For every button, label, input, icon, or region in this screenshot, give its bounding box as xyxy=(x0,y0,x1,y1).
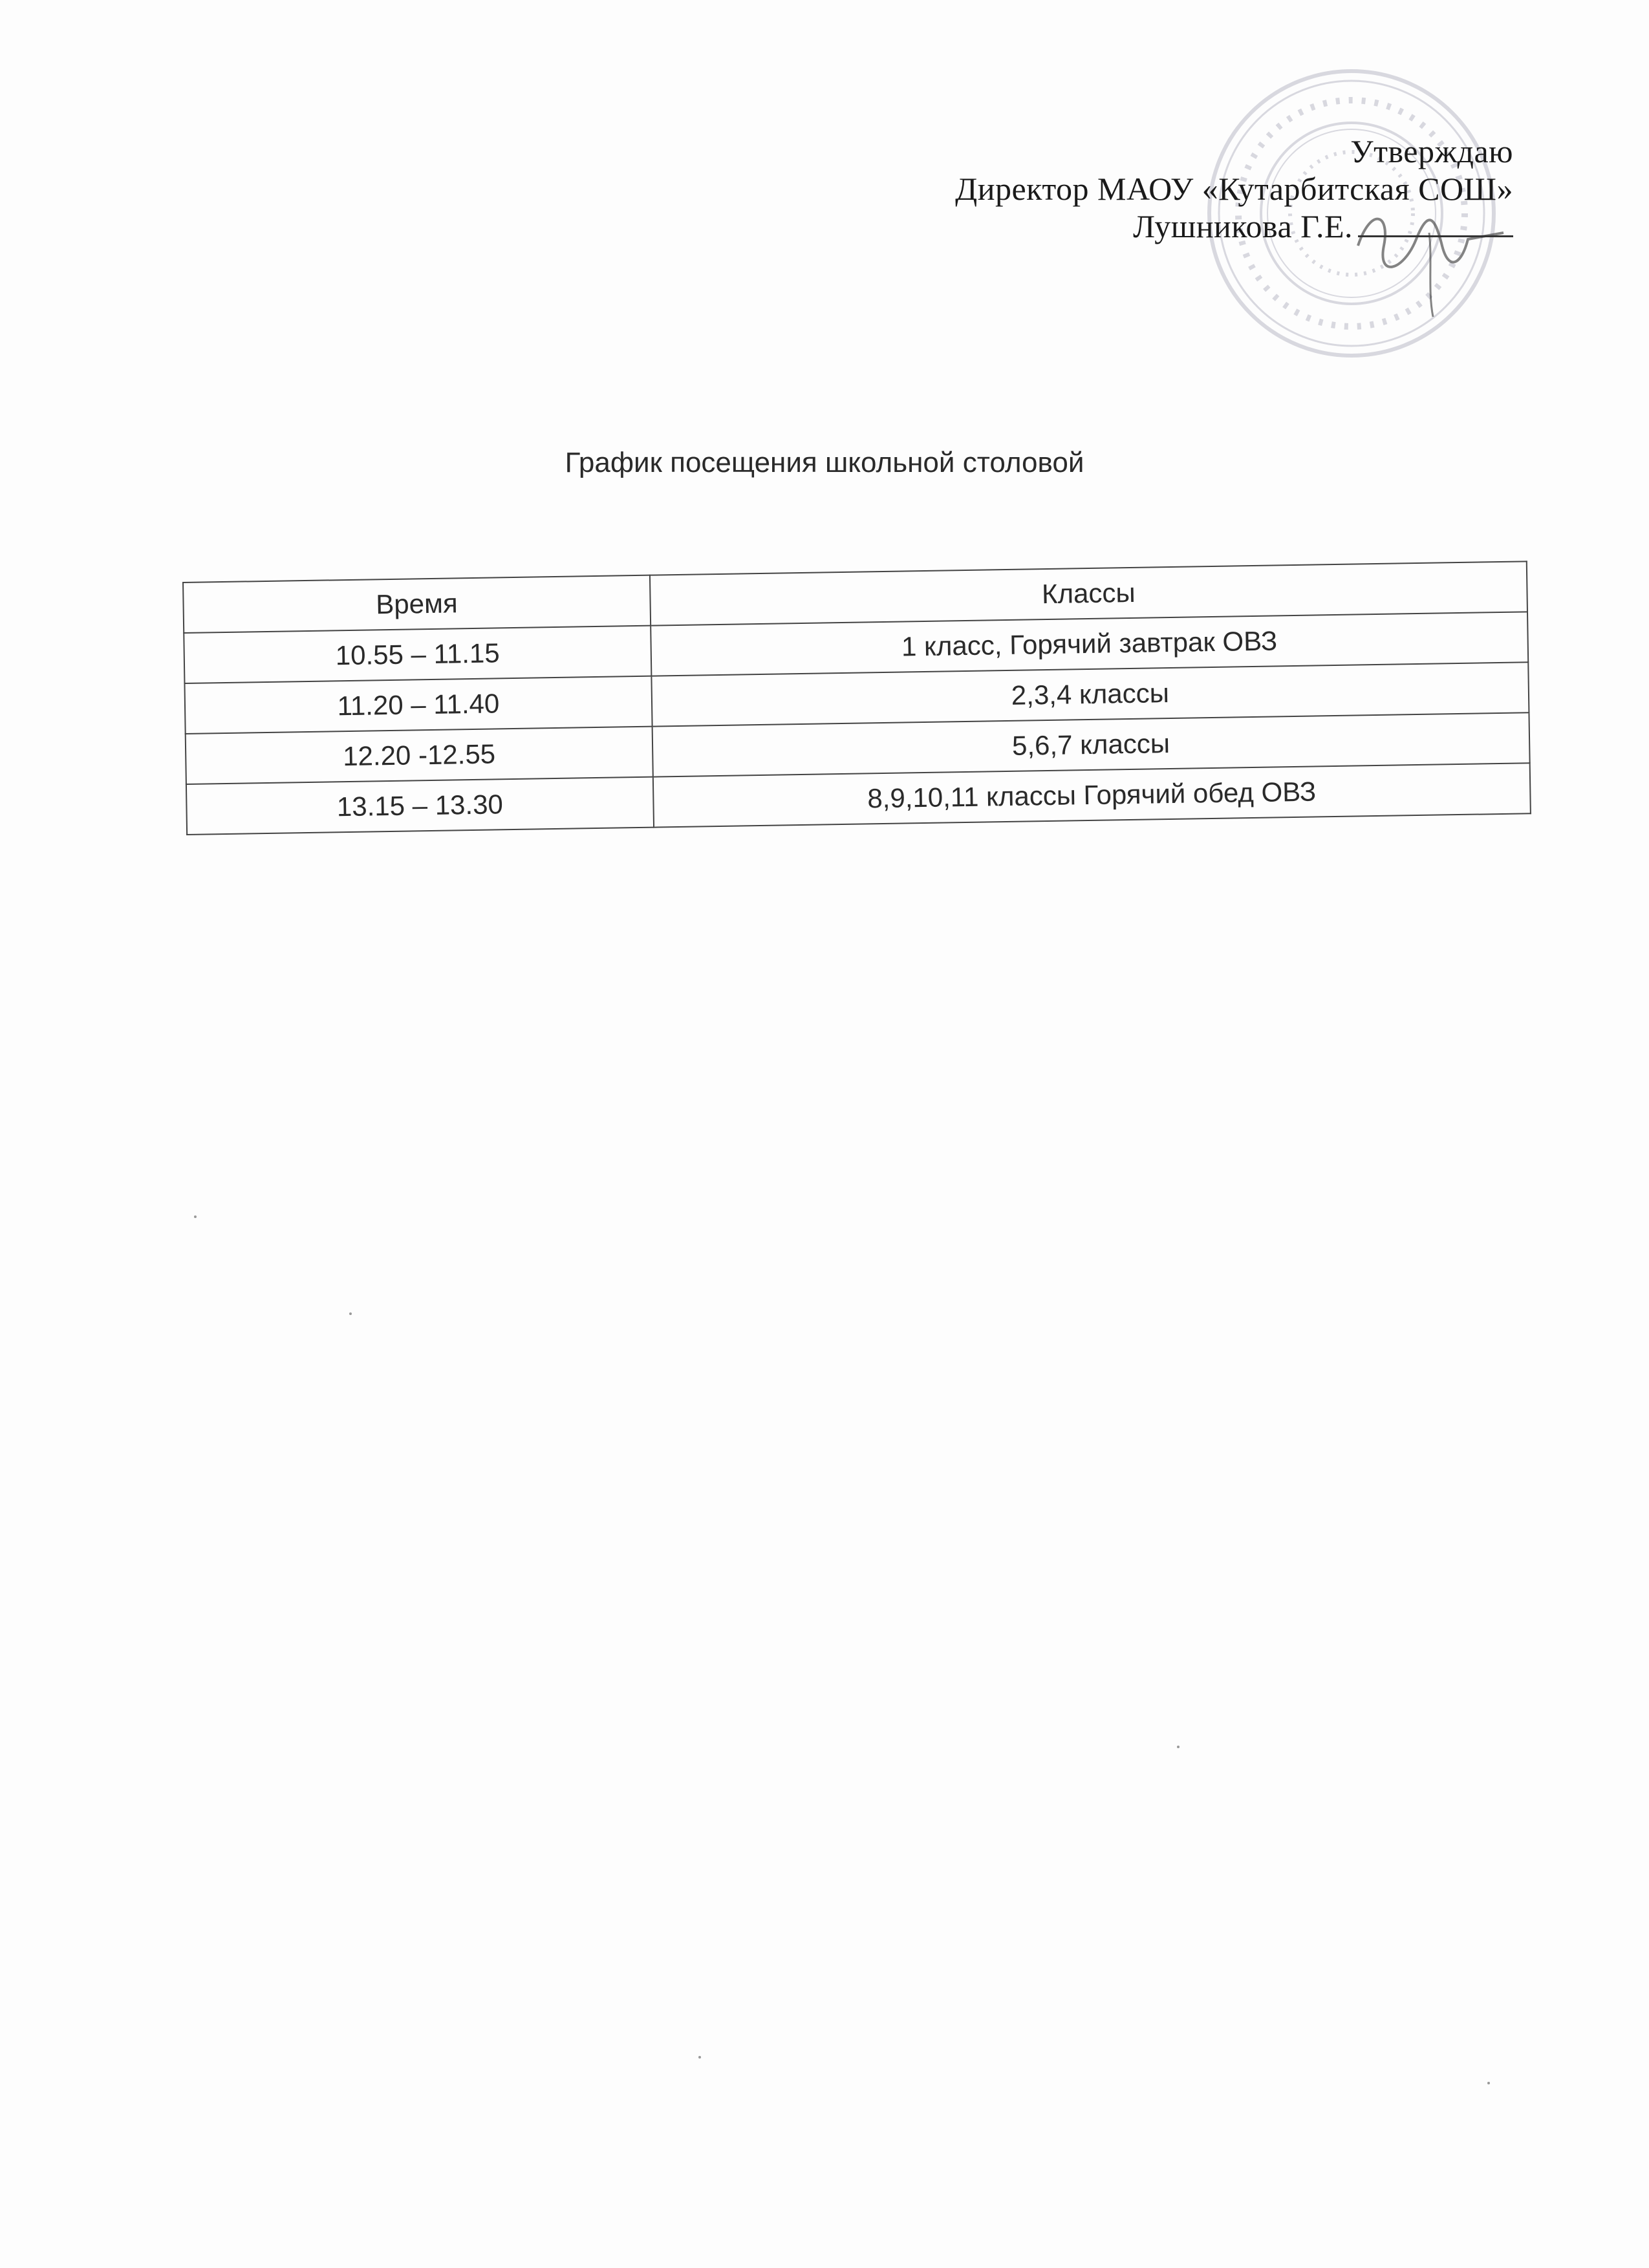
speck xyxy=(349,1312,352,1315)
time-cell: 13.15 – 13.30 xyxy=(186,777,654,835)
approval-block xyxy=(867,133,1513,245)
classes-cell: 5,6,7 классы xyxy=(652,712,1529,776)
speck xyxy=(698,2056,701,2059)
time-cell: 10.55 – 11.15 xyxy=(184,626,651,683)
schedule-table xyxy=(182,561,1531,835)
column-header-classes: Классы xyxy=(650,561,1527,625)
classes-cell: 1 класс, Горячий завтрак ОВЗ xyxy=(651,612,1528,676)
column-header-time: Время xyxy=(183,575,651,633)
time-cell: 11.20 – 11.40 xyxy=(184,676,652,734)
page-title: График посещения школьной столовой xyxy=(565,447,1084,478)
time-cell: 12.20 -12.55 xyxy=(186,727,653,784)
speck xyxy=(194,1215,197,1218)
classes-cell: 2,3,4 классы xyxy=(651,662,1529,726)
signature-line xyxy=(1358,209,1513,237)
approval-position: Директор МАОУ «Кутарбитская СОШ» xyxy=(955,171,1513,207)
approval-name-row xyxy=(867,208,1513,245)
speck xyxy=(1487,2082,1490,2084)
speck xyxy=(1177,1746,1180,1748)
classes-cell: 8,9,10,11 классы Горячий обед ОВЗ xyxy=(653,763,1531,827)
approval-name: Лушникова Г.Е. xyxy=(1133,208,1353,244)
approval-heading: Утверждаю xyxy=(1350,133,1513,169)
